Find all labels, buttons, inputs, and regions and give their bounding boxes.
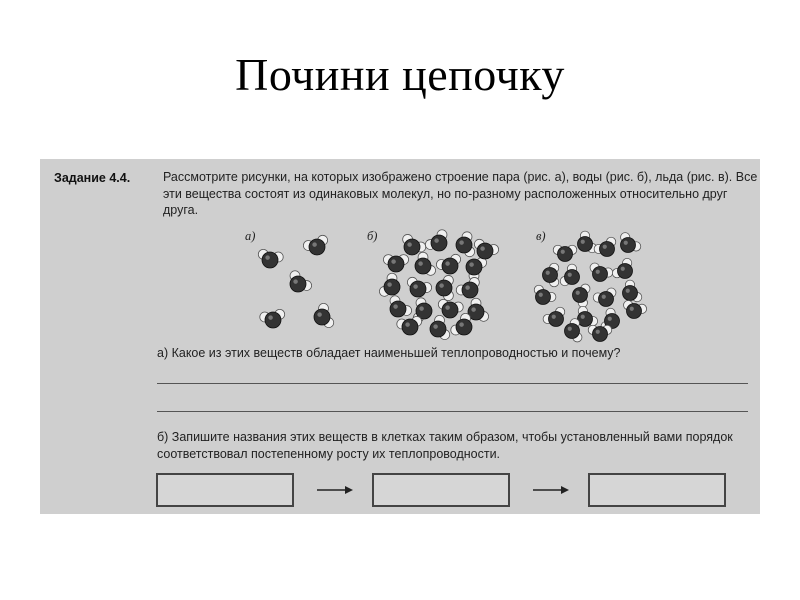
task-panel	[40, 159, 760, 514]
answer-line-1[interactable]	[157, 383, 748, 384]
figure-label-c: в)	[536, 229, 546, 243]
molecule-figures	[40, 159, 760, 359]
task-intro: Рассмотрите рисунки, на которых изображено строение пара (рис. а), воды (рис. б), льда (рис. в). Все эти вещества состоят из одинаковых молекул, но по-разному расположенных относительно друг друга.	[163, 170, 758, 217]
steam-molecules-icon	[258, 235, 333, 328]
answer-box-3[interactable]	[588, 473, 726, 507]
answer-box-1[interactable]	[156, 473, 294, 507]
arrow-right-icon	[317, 485, 353, 495]
question-a: а) Какое из этих веществ обладает наименьшей теплопроводностью и почему?	[157, 346, 621, 360]
question-b: б) Запишите названия этих веществ в клетках таким образом, чтобы установленный вами порядок соответствовал постепенному росту их теплопроводности.	[157, 430, 733, 461]
slide-title: Почини цепочку	[235, 49, 565, 100]
task-label: Задание 4.4.	[54, 171, 131, 185]
answer-line-2[interactable]	[157, 411, 748, 412]
water-molecules-icon	[379, 230, 498, 340]
ice-molecules-icon	[534, 231, 646, 342]
figure-label-a: а)	[245, 229, 256, 243]
answer-box-2[interactable]	[372, 473, 510, 507]
arrow-right-icon	[533, 485, 569, 495]
figure-label-b: б)	[367, 229, 378, 243]
